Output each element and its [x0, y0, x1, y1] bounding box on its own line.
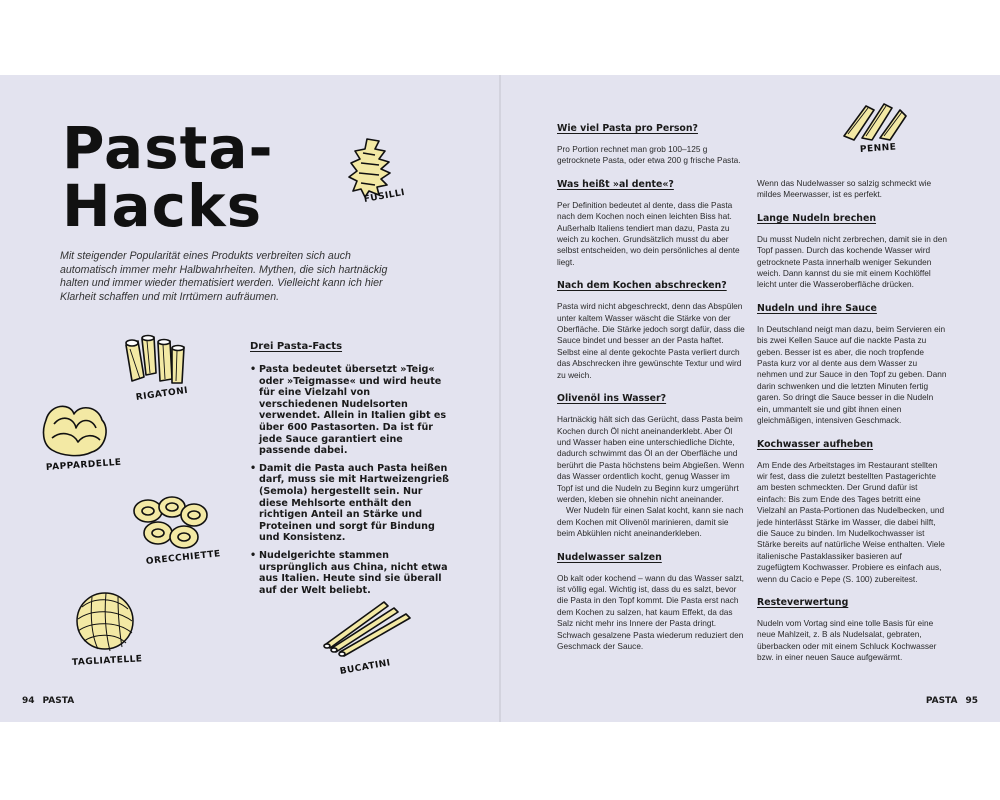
bullet: •	[250, 549, 257, 561]
fact-keyword: Nudelgerichte	[259, 549, 336, 561]
facts-title: Drei Pasta-Facts	[250, 341, 343, 352]
page-title	[62, 114, 274, 240]
page-number-right: 95	[965, 696, 978, 706]
rigatoni-illustration	[120, 333, 190, 388]
book-spread	[0, 75, 1000, 722]
right-column-1	[557, 123, 747, 664]
fact-keyword: Pasta	[259, 364, 290, 375]
section-text: Nudeln vom Vortag sind eine tolle Basis für eine neue Mahlzeit, z. B als Nudelsalat, gebraten, überbacken oder mit einem Schluck Kochwasser bzw. in einer neuen Sauce aufgewärmt.	[757, 617, 937, 663]
facts-list	[250, 364, 450, 596]
section-text: Am Ende des Arbeitstages im Restaurant stellten wir fest, dass die zuletzt bestellten Pastagerichte am besten schmeckten. Der Grund dafür ist einfach: Bis zum Ende des Tages betritt eine Vielzahl an Pasta-Portionen das Nudelbecken, und jede hinterlässt Stärke im Wasser, die dabei hilft, die Sauce zu binden. Im Nudelkochwasser ist Stärke bereits auf natürliche Weise enthalten. Viele italienische Pastaklassiker basieren auf zugefügtem Kochwasser. Probiere es einfach aus, wenn du Cacio e Pepe (S. 100) zubereitest.	[757, 459, 945, 584]
page-number-left: 94	[22, 696, 35, 706]
bucatini-label: BUCATINI	[339, 658, 392, 677]
pappardelle-illustration	[40, 400, 115, 460]
list-item: • Nudelgerichte stammen ursprünglich aus China, nicht etwa aus Italien. Heute sind sie überall auf der Welt beliebt.	[250, 549, 448, 596]
bullet: •	[250, 462, 257, 474]
section-text: Per Definition bedeutet al dente, dass die Pasta nach dem Kochen noch einen leichten Biss hat. Außerhalb Italiens tendiert man dazu, Pasta zu weich zu kochen. Grundsätzlich musst du aber selbst entscheiden, wo dein persönliches al dente liegt.	[557, 199, 740, 267]
orecchiette-illustration	[130, 493, 215, 553]
pasta-facts	[250, 341, 450, 602]
section-heading: Resteverwertung	[757, 596, 849, 608]
orecchiette-label: ORECCHIETTE	[145, 549, 222, 567]
bullet: •	[250, 364, 257, 375]
section-heading: Nach dem Kochen abschrecken?	[557, 280, 727, 292]
penne-label: PENNE	[859, 142, 897, 155]
penne-illustration	[840, 100, 910, 142]
section-text: Pro Portion rechnet man grob 100–125 g getrocknete Pasta, oder etwa 200 g frische Pasta.	[557, 144, 741, 166]
section-heading: Lange Nudeln brechen	[757, 212, 877, 224]
section-heading: Wie viel Pasta pro Person?	[557, 123, 698, 134]
fusilli-label: FUSILLI	[363, 187, 406, 205]
right-column-2	[757, 178, 947, 676]
pappardelle-label: PAPPARDELLE	[45, 457, 122, 473]
folio-left	[22, 696, 82, 706]
section-text: In Deutschland neigt man dazu, beim Servieren ein bis zwei Kellen Sauce auf die nackte Pasta zu geben. Besser ist es aber, die noch tropfende Pasta kurz vor al dente aus dem Wasser zu nehmen und zur Sauce in den Topf zu geben. Dann darin schwenken und die letzten Minuten fertig garen. So dringt die Sauce besser in die Nudeln ein, ummantelt sie und gibt ihnen einen gleichmäßigen, intensiven Geschmack.	[757, 323, 947, 426]
section-heading: Was heißt »al dente«?	[557, 178, 674, 190]
running-head-left: PASTA	[42, 696, 75, 706]
section-text: Ob kalt oder kochend – wann du das Wasser salzt, ist völlig egal. Wichtig ist, dass du es salzt, bevor die Pasta in den Topf kommt. Die Pasta erst nach dem Kochen zu salzen, hat kaum Effekt, da das Salz nicht mehr ins Innere der Pasta dringt. Schwach gesalzene Pasta wiederum reduziert den Geschmack der Sauce.	[557, 572, 744, 651]
folio-right	[918, 696, 978, 706]
intro-text: Mit steigender Popularität eines Produkts verbreiten sich auch automatisch immer mehr Halbwahrheiten. Mythen, die sich hartnäckig halten und immer wieder thematisiert werden. Vielleicht kann ich hier Klarheit schaffen und mit Irrtümern aufräumen.	[60, 250, 388, 303]
section-heading: Nudeln und ihre Sauce	[757, 302, 877, 314]
title-line-1: Pasta-	[62, 114, 274, 182]
section-text: Hartnäckig hält sich das Gerücht, dass Pasta beim Kochen durch Öl nicht aneinanderklebt. Aber Öl und Wasser haben eine unterschiedliche Dichte, dadurch schwimmt das Öl an der Oberfläche und berührt die Pasta höchstens beim Abgießen. Wenn das Wasser ordentlich kocht, genug Wasser im Topf ist und die Nudeln zu Beginn kurz umgerührt werden, kleben sie ohnehin nicht aneinander.	[557, 414, 745, 504]
section-text: Wenn das Nudelwasser so salzig schmeckt wie mildes Meerwasser, ist es perfekt.	[757, 178, 932, 200]
title-line-2: Hacks	[62, 172, 263, 240]
fact-keyword: Hartweizengrieß	[359, 474, 450, 486]
section-text: Pasta wird nicht abgeschreckt, denn das Abspülen unter kaltem Wasser wäscht die Stärke von der Oberfläche. Die Stärke jedoch sorgt dafür, dass die Sauce bindet und besser an der Pasta haftet. Selbst eine al dente gekochte Pasta verliert durch das Abschrecken ihre gewünschte Textur und wird zu weich.	[557, 301, 745, 380]
running-head-right: PASTA	[925, 696, 958, 706]
tagliatelle-label: TAGLIATELLE	[71, 654, 143, 668]
list-item: • Damit die Pasta auch Pasta heißen darf, muss sie mit Hartweizengrieß (Semola) hergestellt sein. Nur diese Mehlsorte enthält den richtigen Anteil an Stärke und Proteinen und sorgt für Bindung und Konsistenz.	[250, 462, 450, 544]
section-heading: Olivenöl ins Wasser?	[557, 393, 667, 405]
bucatini-illustration	[322, 598, 417, 660]
section-text: Du musst Nudeln nicht zerbrechen, damit sie in den Topf passen. Durch das kochende Wasser wird getrocknete Pasta innerhalb weniger Sekunden weich. Dann kannst du sie mit einem Kochlöffel leicht unter die Wasseroberfläche drücken.	[757, 233, 948, 290]
page-gutter	[499, 75, 501, 722]
list-item: • Pasta bedeutet übersetzt »Teig« oder »Teigmasse« und wird heute für eine Vielzahl von verschiedenen Nudelsorten verwendet. Allein in Italien gibt es über 600 Pastasorten. Da ist für jede Sauce garantiert eine passende dabei.	[250, 364, 447, 457]
section-heading: Kochwasser aufheben	[757, 438, 874, 450]
tagliatelle-illustration	[70, 587, 140, 655]
section-heading: Nudelwasser salzen	[557, 551, 662, 563]
rigatoni-label: RIGATONI	[135, 385, 189, 403]
section-text: Wer Nudeln für einen Salat kocht, kann sie nach dem Kochen mit Olivenöl marinieren, damit sie beim Abkühlen nicht aneinanderkleben.	[557, 505, 744, 539]
